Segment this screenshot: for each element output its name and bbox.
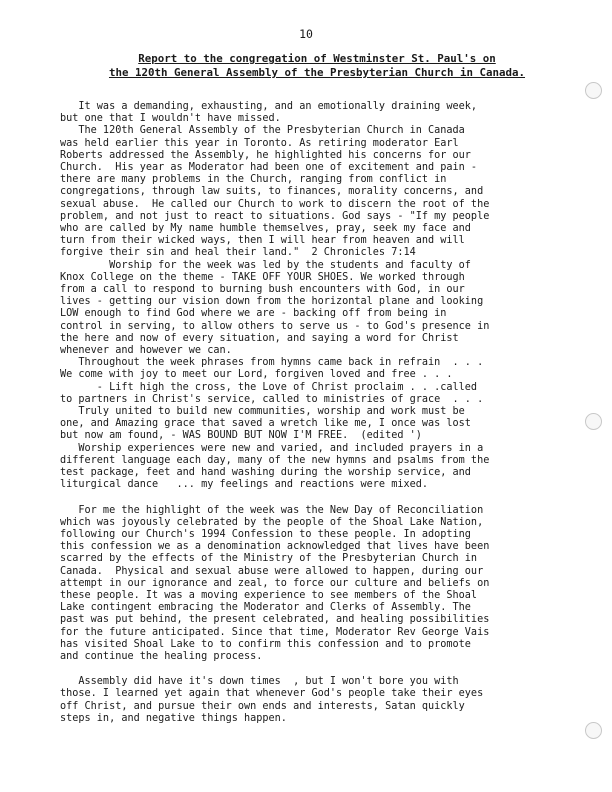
text-line: LOW enough to find God where we are - backing off from being in: [60, 308, 447, 320]
text-line: Truly united to build new communities, worship and work must be: [60, 406, 465, 418]
text-line: off Christ, and pursue their own ends and interests, Satan quickly: [60, 700, 465, 712]
text-line: who are called by My name humble themselves, pray, seek my face and: [60, 223, 471, 235]
text-line: whenever and however we can.: [60, 345, 232, 357]
text-line: following our Church's 1994 Confession to these people. In adopting: [60, 528, 471, 540]
report-title: [60, 52, 574, 80]
text-line: from a call to respond to burning bush encounters with God, in our: [60, 284, 465, 296]
text-line: The 120th General Assembly of the Presbyterian Church in Canada: [60, 125, 465, 137]
text-line: for the future anticipated. Since that time, Moderator Rev George Vais: [60, 626, 490, 638]
text-line: past was put behind, the present celebrated, and healing possibilities: [60, 614, 490, 626]
title-line-2: the 120th General Assembly of the Presbyterian Church in Canada.: [108, 66, 526, 79]
text-line: the here and now of every situation, and saying a word for Christ: [60, 332, 459, 344]
text-line: was held earlier this year in Toronto. As retiring moderator Earl: [60, 137, 459, 149]
binder-hole-middle: [585, 413, 602, 430]
binder-hole-bottom: [585, 722, 602, 739]
text-line: steps in, and negative things happen.: [60, 712, 287, 724]
binder-hole-top: [585, 82, 602, 99]
text-line: lives - getting our vision down from the horizontal plane and looking: [60, 296, 484, 308]
text-line: scarred by the effects of the Ministry of the Presbyterian Church in: [60, 553, 478, 565]
text-line: control in serving, to allow others to serve us - to God's presence in: [60, 320, 490, 332]
report-body: [60, 101, 574, 725]
text-line: which was joyously celebrated by the people of the Shoal Lake Nation,: [60, 516, 484, 528]
text-line: Knox College on the theme - TAKE OFF YOUR SHOES. We worked through: [60, 271, 465, 283]
paragraph-worship: [60, 101, 574, 492]
text-line: but one that I wouldn't have missed.: [60, 113, 281, 125]
title-line-1: Report to the congregation of Westminster St. Paul's on: [138, 52, 496, 65]
text-line: attempt in our ignorance and zeal, to force our culture and beliefs on: [60, 577, 490, 589]
paragraph-reconciliation: [60, 505, 574, 664]
text-line: those. I learned yet again that whenever God's people take their eyes: [60, 688, 484, 700]
text-line: - Lift high the cross, the Love of Christ proclaim . . .called: [60, 381, 478, 393]
text-line: Throughout the week phrases from hymns came back in refrain . . .: [60, 357, 484, 369]
text-line: It was a demanding, exhausting, and an emotionally draining week,: [60, 101, 478, 112]
text-line: We come with joy to meet our Lord, forgiven loved and free . . .: [60, 369, 453, 381]
text-line: liturgical dance ... my feelings and reactions were mixed.: [60, 479, 429, 491]
text-line: Church. His year as Moderator had been one of excitement and pain -: [60, 162, 478, 174]
text-line: Worship for the week was led by the students and faculty of: [60, 259, 471, 271]
text-line: but now am found, - WAS BOUND BUT NOW I'M FREE. (edited '): [60, 430, 422, 442]
text-line: Assembly did have it's down times , but I won't bore you with: [60, 676, 459, 688]
text-line: turn from their wicked ways, then I will hear from heaven and will: [60, 235, 465, 247]
text-line: to partners in Christ's service, called to ministries of grace . . .: [60, 393, 484, 405]
paragraph-down-times: [60, 676, 574, 725]
text-line: this confession we as a denomination acknowledged that lives have been: [60, 541, 490, 553]
text-line: Lake contingent embracing the Moderator and Clerks of Assembly. The: [60, 602, 471, 614]
text-line: has visited Shoal Lake to to confirm this confession and to promote: [60, 638, 471, 650]
page-number: 10: [299, 27, 313, 41]
text-line: Canada. Physical and sexual abuse were allowed to happen, during our: [60, 565, 484, 577]
text-line: Worship experiences were new and varied, and included prayers in a: [60, 442, 484, 454]
text-line: congregations, through law suits, to finances, morality concerns, and: [60, 186, 484, 198]
text-line: these people. It was a moving experience to see members of the Shoal: [60, 589, 478, 601]
text-line: one, and Amazing grace that saved a wretch like me, I once was lost: [60, 418, 471, 430]
text-line: different language each day, many of the new hymns and psalms from the: [60, 454, 490, 466]
text-line: forgive their sin and heal their land." 2 Chronicles 7:14: [60, 247, 416, 259]
text-line: there are many problems in the Church, ranging from conflict in: [60, 174, 447, 186]
text-line: Roberts addressed the Assembly, he highlighted his concerns for our: [60, 149, 471, 161]
text-line: and continue the healing process.: [60, 650, 263, 662]
text-line: For me the highlight of the week was the New Day of Reconciliation: [60, 504, 484, 516]
text-line: test package, feet and hand washing during the worship service, and: [60, 467, 471, 479]
text-line: problem, and not just to react to situations. God says - "If my people: [60, 210, 490, 222]
text-line: sexual abuse. He called our Church to work to discern the root of the: [60, 198, 490, 210]
